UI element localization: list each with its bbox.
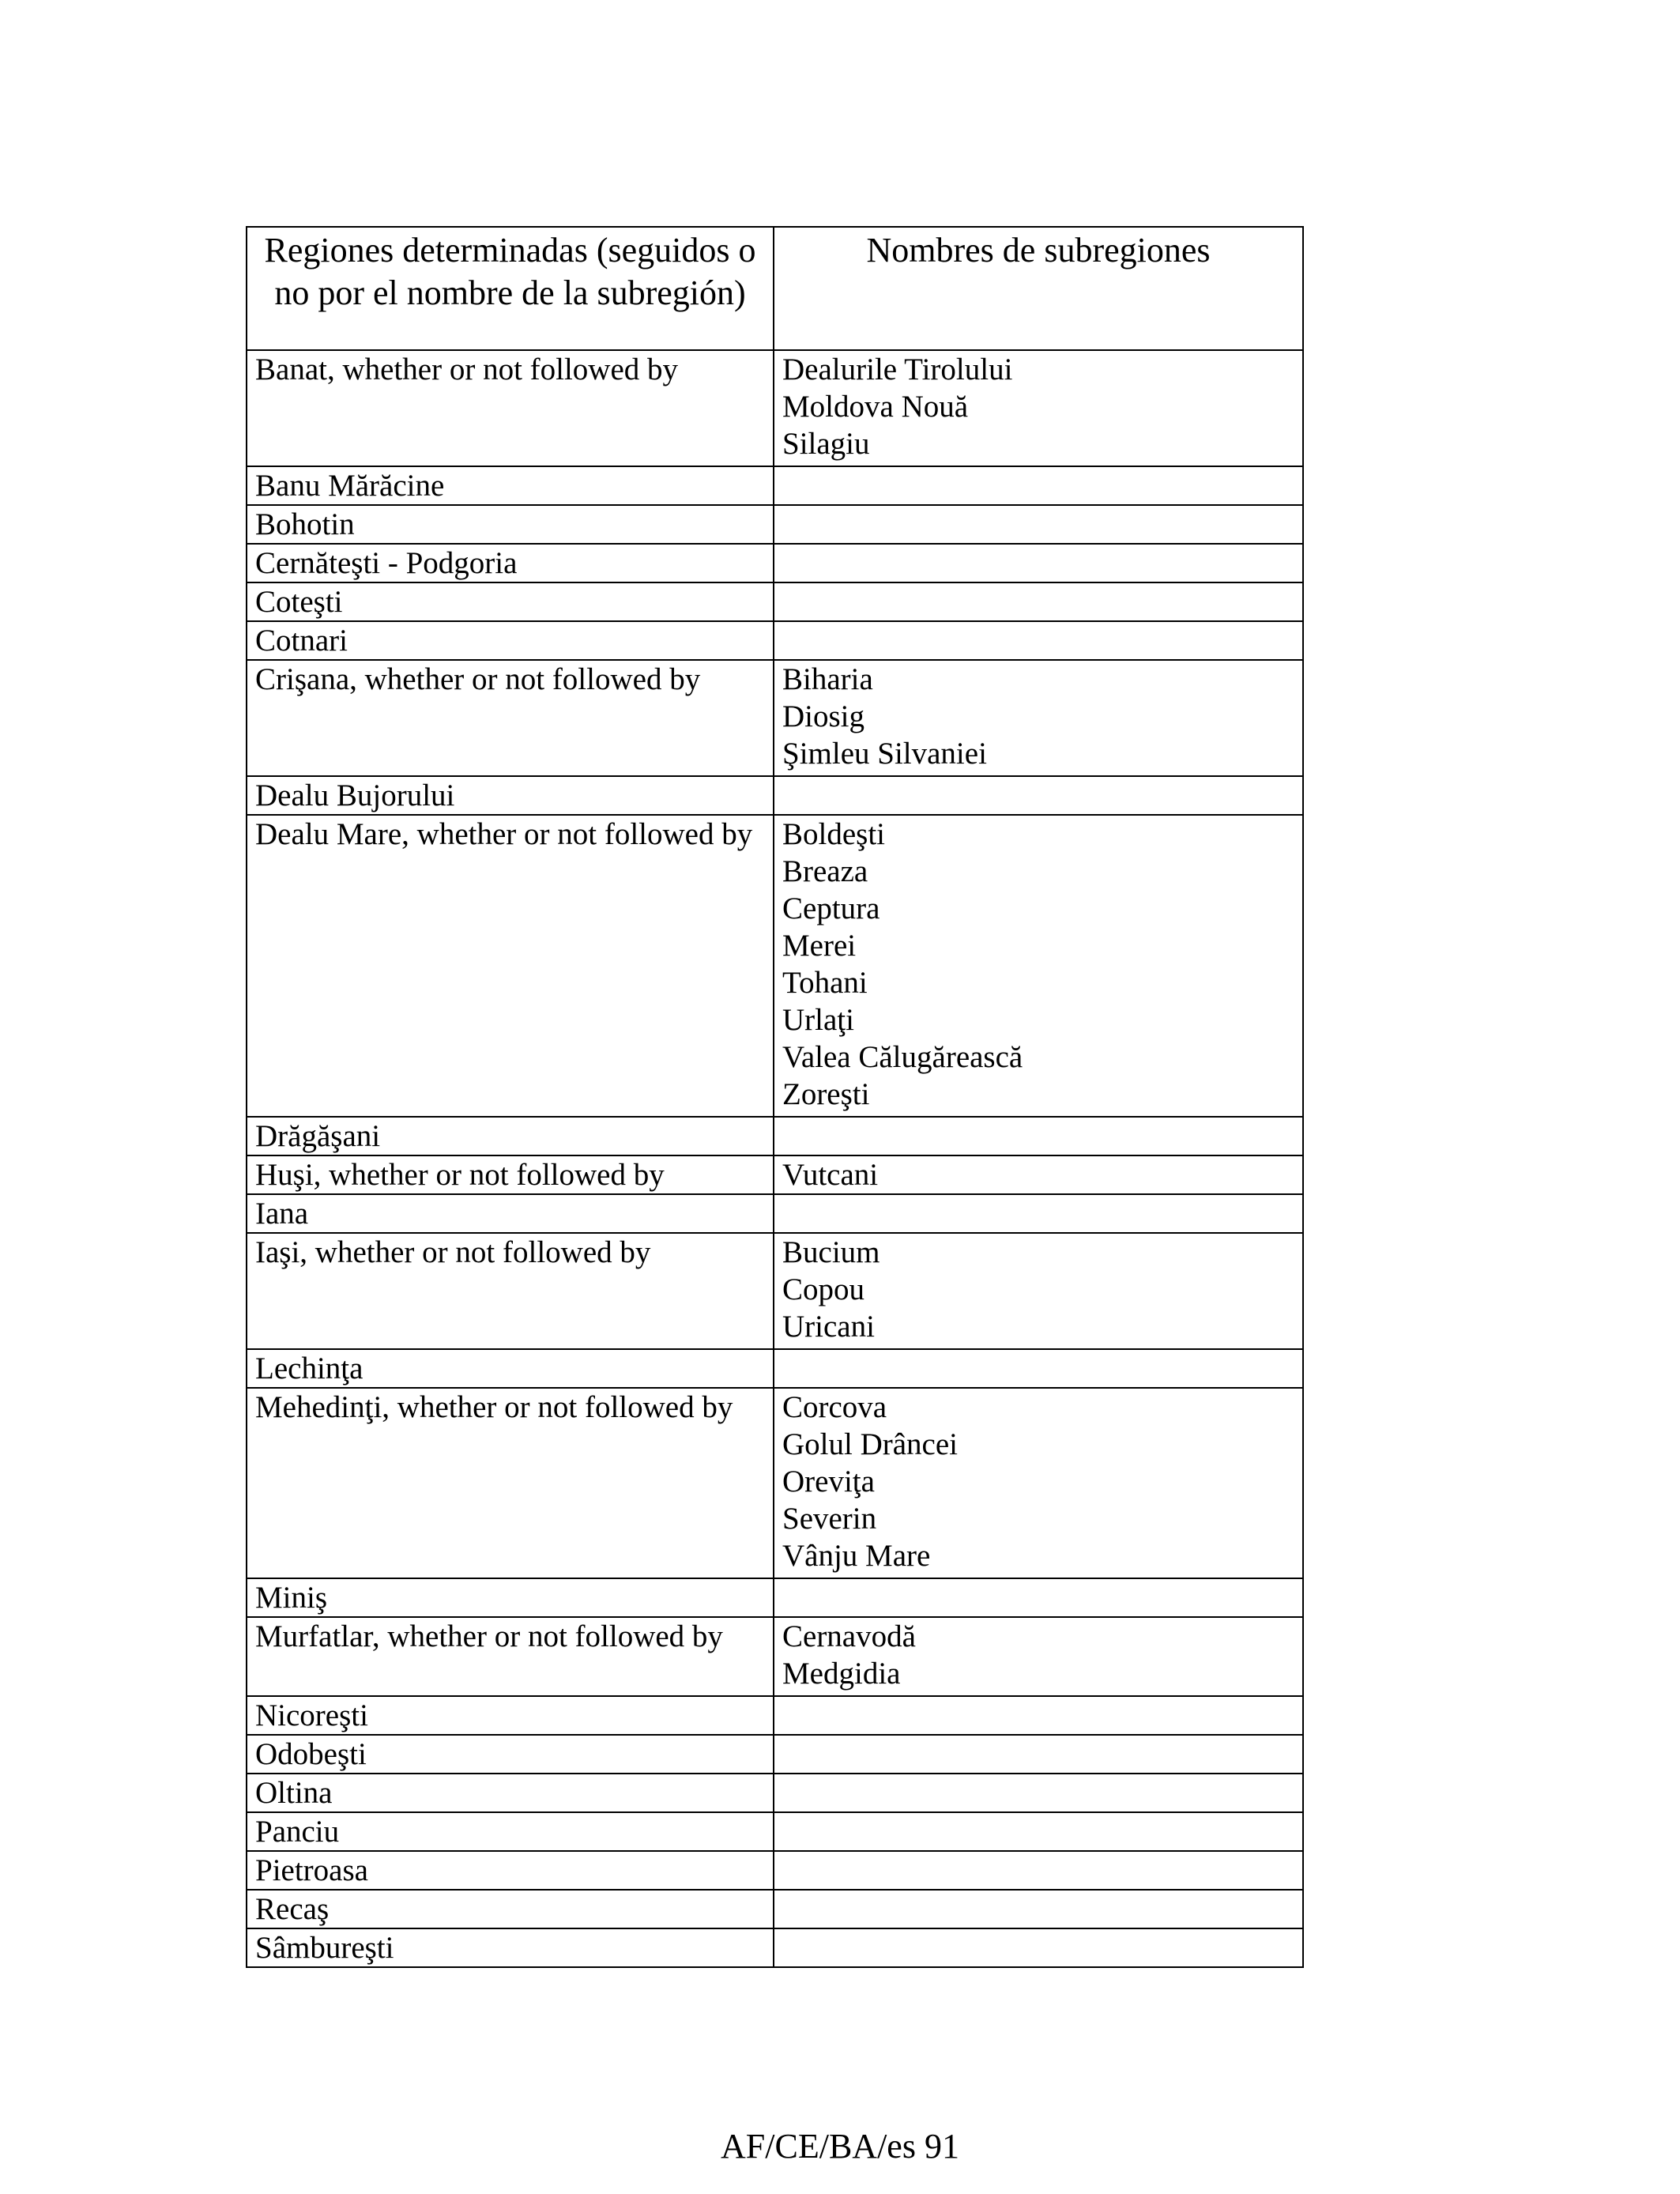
subregion-name: Oreviţa [782,1465,875,1498]
subregions-cell [774,1851,1303,1890]
region-cell: Iana [247,1194,774,1233]
subregions-cell [774,466,1303,505]
subregion-name: Uricani [782,1310,875,1344]
subregion-name: Corcova [782,1390,887,1424]
region-cell: Lechinţa [247,1349,774,1388]
region-cell: Dealu Mare, whether or not followed by [247,815,774,1117]
subregions-cell [774,776,1303,815]
table-row [247,1696,1303,1735]
region-cell: Nicoreşti [247,1696,774,1735]
table-row [247,582,1303,621]
table-row [247,1890,1303,1928]
table-row [247,1735,1303,1774]
table-row [247,350,1303,466]
region-cell: Dealu Bujorului [247,776,774,815]
region-cell: Bohotin [247,505,774,544]
table-row [247,1812,1303,1851]
subregion-name: Tohani [782,966,868,1000]
subregions-cell [774,1617,1303,1696]
region-cell: Banu Mărăcine [247,466,774,505]
subregions-cell [774,1578,1303,1617]
subregions-cell [774,1812,1303,1851]
subregions-cell [774,1155,1303,1194]
header-subregiones: Nombres de subregiones [774,227,1303,350]
subregion-name: Şimleu Silvaniei [782,737,987,771]
region-cell: Sâmbureşti [247,1928,774,1967]
subregion-name: Silagiu [782,427,870,461]
region-cell: Cotnari [247,621,774,660]
subregion-name: Vutcani [782,1158,879,1192]
region-cell: Crişana, whether or not followed by [247,660,774,776]
subregion-name: Diosig [782,699,865,733]
subregion-name: Dealurile Tirolului [782,352,1013,386]
subregion-name: Ceptura [782,892,880,925]
subregion-name: Moldova Nouă [782,390,969,424]
table-row [247,1194,1303,1233]
subregions-cell [774,815,1303,1117]
table-row [247,1388,1303,1578]
region-cell: Odobeşti [247,1735,774,1774]
subregions-cell [774,1388,1303,1578]
table-row [247,660,1303,776]
region-cell: Iaşi, whether or not followed by [247,1233,774,1349]
region-cell: Oltina [247,1774,774,1812]
subregion-name: Biharia [782,662,873,696]
subregion-name: Severin [782,1502,877,1536]
table-row [247,466,1303,505]
region-cell: Pietroasa [247,1851,774,1890]
subregions-cell [774,1735,1303,1774]
table-row [247,1578,1303,1617]
table-row [247,815,1303,1117]
subregions-cell [774,350,1303,466]
region-cell: Coteşti [247,582,774,621]
region-cell: Mehedinţi, whether or not followed by [247,1388,774,1578]
subregions-cell [774,582,1303,621]
subregion-name: Copou [782,1272,865,1306]
subregion-name: Valea Călugărească [782,1040,1023,1074]
table-header-row [247,227,1303,350]
region-cell: Banat, whether or not followed by [247,350,774,466]
subregion-name: Breaza [782,854,868,888]
subregions-cell [774,1194,1303,1233]
table-row [247,1774,1303,1812]
table-row [247,621,1303,660]
subregions-cell [774,621,1303,660]
document-reference: AF/CE/BA/es 91 [721,2127,959,2166]
table-row [247,544,1303,582]
region-cell: Murfatlar, whether or not followed by [247,1617,774,1696]
table-row [247,1617,1303,1696]
table-row [247,1851,1303,1890]
table-row [247,1117,1303,1155]
subregion-name: Golul Drâncei [782,1427,959,1461]
table-row [247,505,1303,544]
subregions-cell [774,1233,1303,1349]
region-cell: Recaş [247,1890,774,1928]
subregion-name: Bucium [782,1235,880,1269]
subregions-cell [774,544,1303,582]
subregions-cell [774,1774,1303,1812]
subregions-cell [774,1117,1303,1155]
subregion-name: Boldeşti [782,817,886,851]
subregion-name: Vânju Mare [782,1539,931,1573]
subregions-cell [774,660,1303,776]
regions-table [246,226,1304,1968]
table-body [247,350,1303,1967]
table-row [247,776,1303,815]
subregion-name: Medgidia [782,1657,901,1691]
subregion-name: Urlaţi [782,1003,854,1037]
table-row [247,1233,1303,1349]
header-regiones: Regiones determinadas (seguidos o no por el nombre de la subregión) [247,227,774,350]
subregions-cell [774,1928,1303,1967]
subregions-cell [774,1696,1303,1735]
table-row [247,1928,1303,1967]
subregion-name: Merei [782,929,857,963]
region-cell: Huşi, whether or not followed by [247,1155,774,1194]
subregion-name: Cernavodă [782,1619,916,1653]
subregions-cell [774,505,1303,544]
table-row [247,1349,1303,1388]
subregions-cell [774,1349,1303,1388]
region-cell: Miniş [247,1578,774,1617]
subregions-cell [774,1890,1303,1928]
region-cell: Cernăteşti - Podgoria [247,544,774,582]
table-row [247,1155,1303,1194]
region-cell: Panciu [247,1812,774,1851]
subregion-name: Zoreşti [782,1077,870,1111]
region-cell: Drăgăşani [247,1117,774,1155]
